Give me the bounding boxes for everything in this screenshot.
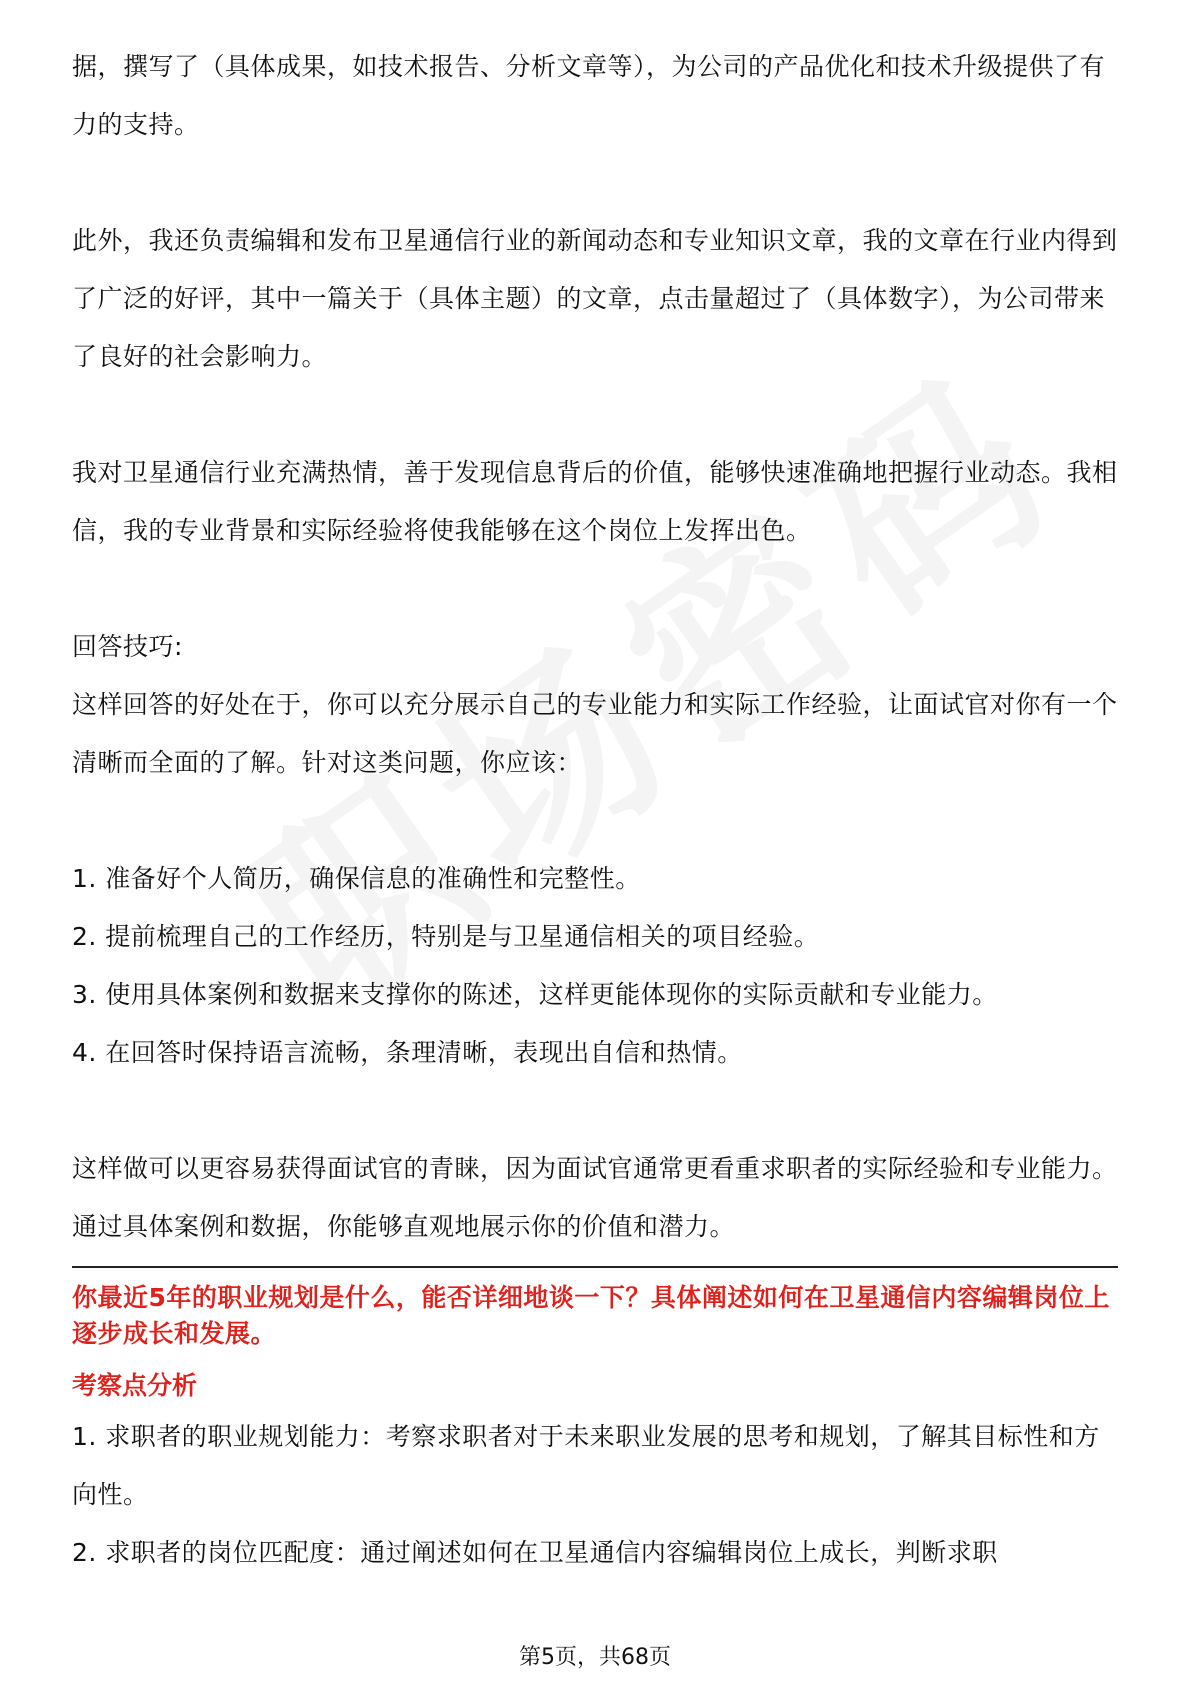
- interview-question: 你最近5年的职业规划是什么，能否详细地谈一下？具体阐述如何在卫星通信内容编辑岗位上逐步成长和发展。: [72, 1283, 1110, 1348]
- tip-item: 3. 使用具体案例和数据来支撑你的陈述，这样更能体现你的实际贡献和专业能力。: [72, 980, 998, 1009]
- paragraph-news-articles: 此外，我还负责编辑和发布卫星通信行业的新闻动态和专业知识文章，我的文章在行业内得到了广泛的好评，其中一篇关于（具体主题）的文章，点击量超过了（具体数字），为公司带来了良好的社会影响力。: [72, 226, 1118, 371]
- analysis-point: 1. 求职者的职业规划能力：考察求职者对于未来职业发展的思考和规划，了解其目标性和方向性。: [72, 1422, 1100, 1509]
- page-number: 第5页，共68页: [519, 1645, 671, 1670]
- tips-intro: 这样回答的好处在于，你可以充分展示自己的专业能力和实际工作经验，让面试官对你有一个清晰而全面的了解。针对这类问题，你应该：: [72, 690, 1118, 777]
- analysis-heading: 考察点分析: [72, 1371, 198, 1400]
- tips-title: 回答技巧:: [72, 632, 183, 661]
- paragraph-passion: 我对卫星通信行业充满热情，善于发现信息背后的价值，能够快速准确地把握行业动态。我相信，我的专业背景和实际经验将使我能够在这个岗位上发挥出色。: [72, 458, 1118, 545]
- tips-conclusion: 这样做可以更容易获得面试官的青睐，因为面试官通常更看重求职者的实际经验和专业能力。通过具体案例和数据，你能够直观地展示你的价值和潜力。: [72, 1154, 1118, 1241]
- tip-item: 4. 在回答时保持语言流畅，条理清晰，表现出自信和热情。: [72, 1038, 743, 1067]
- section-divider: [72, 1266, 1118, 1268]
- paragraph-continuation: 据，撰写了（具体成果，如技术报告、分析文章等），为公司的产品优化和技术升级提供了有力的支持。: [72, 52, 1106, 139]
- tip-item: 1. 准备好个人简历，确保信息的准确性和完整性。: [72, 864, 641, 893]
- document-page: [72, 38, 1118, 1582]
- tip-item: 2. 提前梳理自己的工作经历，特别是与卫星通信相关的项目经验。: [72, 922, 820, 951]
- analysis-point: 2. 求职者的岗位匹配度：通过阐述如何在卫星通信内容编辑岗位上成长，判断求职: [72, 1538, 998, 1567]
